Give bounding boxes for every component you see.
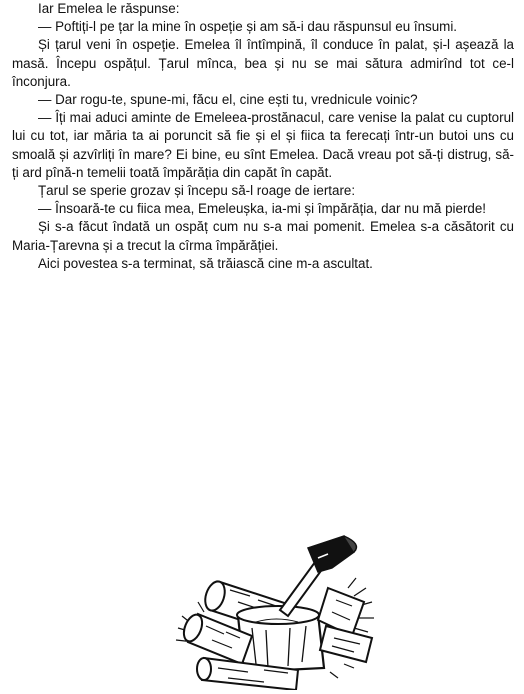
paragraph-8: Și s-a făcut îndată un ospăț cum nu s-a mai pomenit. Emelea s-a căsătorit cu Maria-Țarevna și a trecut la cîrma împărăției.	[12, 219, 514, 253]
paragraph-9: Aici povestea s-a terminat, să trăiască cine m-a ascultat.	[38, 255, 373, 271]
paragraph-2: — Poftiți-l pe țar la mine în ospeție și am să-i dau răspunsul eu însumi.	[38, 19, 458, 35]
story-text	[12, 0, 514, 273]
paragraph-4: — Dar rogu-te, spune-mi, făcu el, cine ești tu, vrednicule voinic?	[38, 92, 418, 108]
paragraph-1: Iar Emelea le răspunse:	[38, 1, 180, 16]
paragraph-3: Și țarul veni în ospeție. Emelea îl întîmpină, îl conduce în palat, și-l așează la masă. Începu ospățul. Țarul mînca, bea și nu se mai sătura admirînd tot ce-l înconjura.	[12, 37, 514, 89]
axe-and-logs-illustration-icon	[168, 518, 398, 690]
paragraph-6: Țarul se sperie grozav și începu să-l roage de iertare:	[38, 183, 356, 199]
paragraph-7: — Însoară-te cu fiica mea, Emeleușka, ia-mi și împărăția, dar nu mă pierde!	[38, 201, 487, 217]
log-right-icon	[318, 588, 372, 662]
paragraph-5: — Îți mai aduci aminte de Emeleea-prostănacul, care venise la palat cu cuptorul lui cu tot, iar măria ta ai poruncit să fie și el și fiica ta ferecați într-un butoi uns cu smoală și azvîrliți în mare? Ei bine, eu sînt Emelea. Dacă vreau pot să-ți distrug, să-ți ard pînă-n temelii toată împărăția din capăt în capăt.	[12, 110, 514, 180]
